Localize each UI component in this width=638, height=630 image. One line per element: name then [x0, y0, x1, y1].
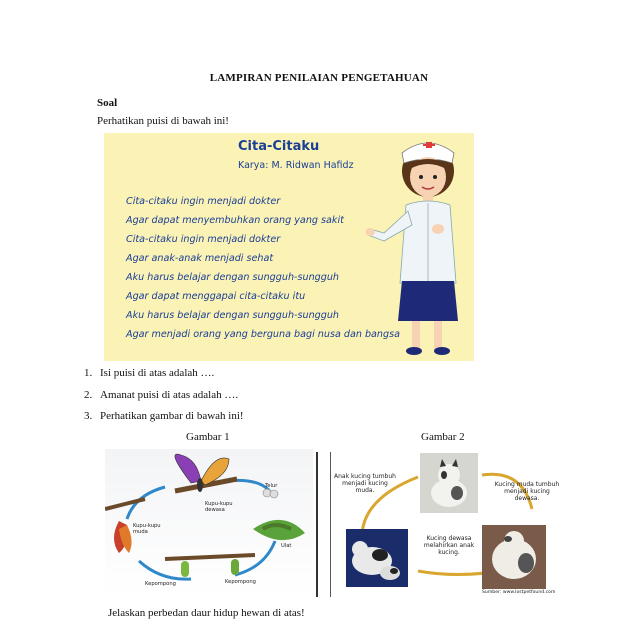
- poem-line: Agar dapat menggapai cita-citaku itu: [126, 291, 306, 302]
- question-text: Amanat puisi di atas adalah ….: [100, 389, 239, 401]
- question-item: [84, 367, 214, 379]
- poem-line: Agar menjadi orang yang berguna bagi nusa dan bangsa: [126, 329, 400, 340]
- poem-author: Karya: M. Ridwan Hafidz: [238, 160, 354, 171]
- question-text: Perhatikan gambar di bawah ini!: [100, 410, 244, 422]
- poem-line: Cita-citaku ingin menjadi dokter: [126, 196, 281, 207]
- poem-card: [104, 133, 474, 361]
- label-kucing-muda: Kucing muda tumbuh menjadi kucing dewasa.: [494, 481, 560, 502]
- label-ulat: Ulat: [281, 543, 292, 549]
- butterfly-lifecycle-drawing: [105, 449, 313, 595]
- question-number: 1.: [84, 367, 93, 379]
- source-credit: Sumber: www.lostpetfound.com: [482, 590, 556, 595]
- nurse-girl-illustration: [366, 133, 474, 361]
- question-item: [84, 410, 244, 422]
- poem-title: Cita-Citaku: [238, 139, 320, 154]
- question-number: 2.: [84, 389, 93, 401]
- label-anak-kucing: Anak kucing tumbuh menjadi kucing muda.: [334, 473, 396, 494]
- label-kupu-dewasa: Kupu-kupu dewasa: [205, 501, 233, 513]
- label-telur: Telur: [265, 483, 278, 489]
- figure-caption-2: Gambar 2: [421, 431, 465, 443]
- figure-divider: [316, 452, 318, 597]
- poem-line: Aku harus belajar dengan sungguh-sungguh: [126, 310, 339, 321]
- poem-line: Cita-citaku ingin menjadi dokter: [126, 234, 281, 245]
- poem-line: Agar anak-anak menjadi sehat: [126, 253, 274, 264]
- label-kepompong-left: Kepompong: [145, 581, 176, 587]
- poem-line: Agar dapat menyembuhkan orang yang sakit: [126, 215, 344, 226]
- figure-divider: [330, 452, 331, 597]
- poem-line: Aku harus belajar dengan sungguh-sungguh: [126, 272, 339, 283]
- section-intro: Perhatikan puisi di bawah ini!: [97, 115, 229, 127]
- question-number: 3.: [84, 410, 93, 422]
- label-kupu-muda: Kupu-kupu muda: [133, 523, 161, 535]
- section-label: Soal: [97, 97, 118, 109]
- cat-lifecycle-figure: [332, 449, 568, 599]
- butterfly-lifecycle-figure: [105, 449, 313, 595]
- label-kucing-dewasa: Kucing dewasa melahirkan anak kucing.: [423, 535, 475, 556]
- label-kepompong-right: Kepompong: [225, 579, 256, 585]
- question-item: [84, 389, 238, 401]
- page-title: LAMPIRAN PENILAIAN PENGETAHUAN: [209, 72, 429, 84]
- instruction-text: Jelaskan perbedan daur hidup hewan di atas!: [108, 607, 305, 619]
- figure-caption-1: Gambar 1: [186, 431, 230, 443]
- cat-lifecycle-drawing: [332, 449, 568, 599]
- question-text: Isi puisi di atas adalah ….: [100, 367, 215, 379]
